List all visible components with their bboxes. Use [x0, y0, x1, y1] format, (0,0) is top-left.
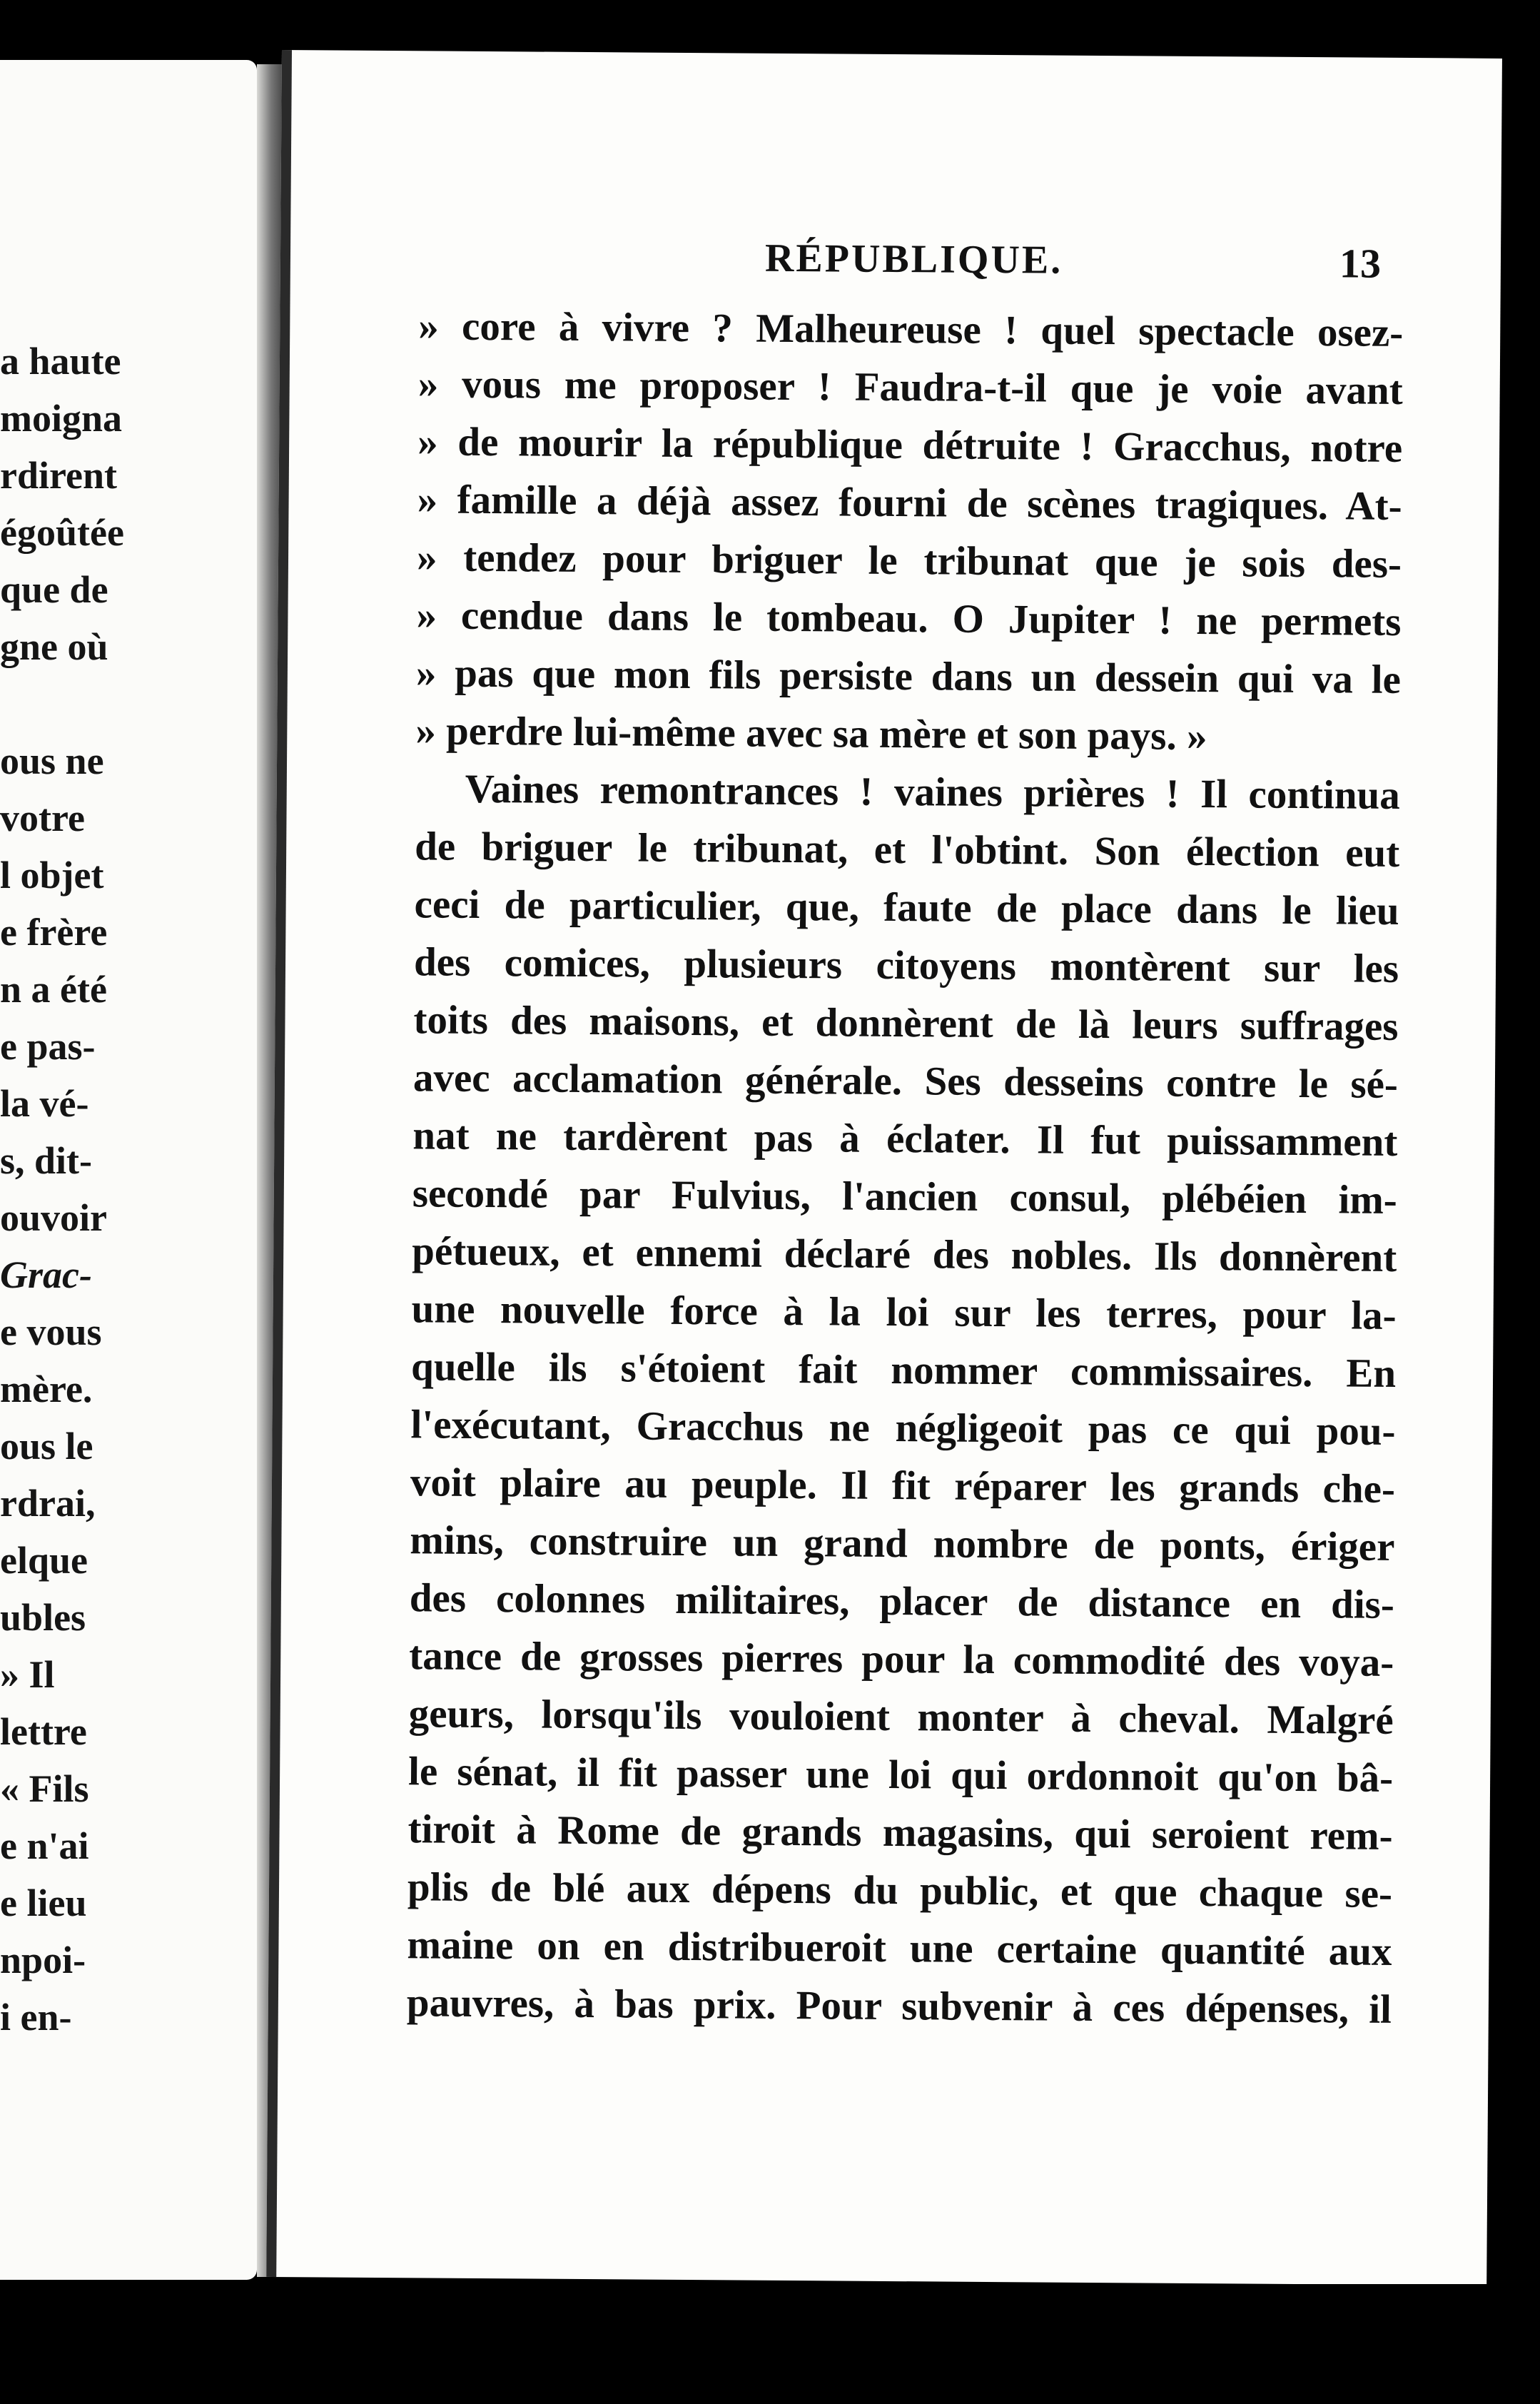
text-line: des colonnes militaires, placer de distance en dis- [409, 1575, 1395, 1627]
left-page-line: n a été [0, 968, 107, 1011]
text-line: » core à vivre ? Malheureuse ! quel spectacle osez- [418, 303, 1404, 355]
text-line: quelle ils s'étoient fait nommer commissaires. En [410, 1344, 1397, 1396]
left-page-line: ous le [0, 1425, 93, 1468]
text-line: toits des maisons, et donnèrent de là leurs suffrages [413, 997, 1399, 1049]
text-line: tiroit à Rome de grands magasins, qui seroient rem- [407, 1807, 1393, 1859]
text-line: » vous me proposer ! Faudra-t-il que je voie avant [417, 361, 1403, 413]
left-page-line: moigna [0, 397, 123, 440]
text-line: une nouvelle force à la loi sur les terres, pour la- [411, 1286, 1397, 1338]
left-page-line: rdrai, [0, 1482, 96, 1525]
text-line: » famille a déjà assez fourni de scènes tragiques. At- [417, 477, 1402, 529]
left-page-line: que de [0, 568, 108, 611]
left-page-line: ubles [0, 1596, 86, 1639]
text-line: tance de grosses pierres pour la commodité des voya- [409, 1633, 1394, 1685]
left-page-line: s, dit- [0, 1139, 93, 1182]
left-page-line: e n'ai [0, 1824, 89, 1867]
text-line: Vaines remontrances ! vaines prières ! Il continua [465, 766, 1400, 818]
text-line: secondé par Fulvius, l'ancien consul, plébéien im- [412, 1171, 1398, 1223]
text-line: avec acclamation générale. Ses desseins contre le sé- [412, 1055, 1399, 1107]
left-page-line: Grac- [0, 1253, 92, 1296]
left-page-line: « Fils [0, 1767, 89, 1810]
text-line: geurs, lorsqu'ils vouloient monter à cheval. Malgré [408, 1691, 1394, 1743]
right-page [266, 50, 1502, 2286]
left-page-line: e pas- [0, 1025, 96, 1068]
left-page-line: rdirent [0, 454, 117, 497]
text-line: » perdre lui-même avec sa mère et son pays. » [415, 708, 1207, 759]
text-line: ceci de particulier, que, faute de place dans le lieu [414, 882, 1399, 934]
left-page-line: la vé- [0, 1082, 89, 1125]
left-page-line: » Il [0, 1653, 55, 1696]
left-page-line: e vous [0, 1310, 102, 1353]
text-line: » cendue dans le tombeau. O Jupiter ! ne permets [416, 592, 1402, 645]
left-page [0, 60, 257, 2280]
text-line: le sénat, il fit passer une loi qui ordonnoit qu'on bâ- [407, 1749, 1394, 1801]
left-page-line: elque [0, 1539, 88, 1582]
text-line: plis de blé aux dépens du public, et que chaque se- [407, 1864, 1393, 1916]
text-line: » pas que mon fils persiste dans un dessein qui va le [415, 650, 1402, 702]
left-page-line: votre [0, 797, 85, 839]
text-line: pauvres, à bas prix. Pour subvenir à ces dépenses, il [406, 1980, 1392, 2032]
text-line: nat ne tardèrent pas à éclater. Il fut puissamment [412, 1113, 1398, 1165]
left-page-line: e frère [0, 911, 108, 954]
left-page-line: a haute [0, 340, 121, 383]
text-line: pétueux, et ennemi déclaré des nobles. Ils donnèrent [412, 1228, 1397, 1281]
left-page-line: gne où [0, 625, 108, 668]
left-page-line: ouvoir [0, 1196, 108, 1239]
text-line: l'exécutant, Gracchus ne négligeoit pas ce qui pou- [410, 1402, 1396, 1454]
text-line: » de mourir la république détruite ! Gracchus, notre [417, 419, 1403, 471]
text-line: » tendez pour briguer le tribunat que je sois des- [416, 535, 1402, 587]
left-page-line: l objet [0, 854, 104, 897]
left-page-line: lettre [0, 1710, 87, 1753]
text-line: des comices, plusieurs citoyens montèrent sur les [413, 939, 1399, 991]
left-page-line: mère. [0, 1368, 93, 1410]
left-page-line: i en- [0, 1996, 72, 2039]
left-page-line: npoi- [0, 1939, 86, 1981]
running-title: RÉPUBLIQUE. [764, 236, 1063, 283]
body-text [407, 297, 1404, 2039]
text-line: de briguer le tribunat, et l'obtint. Son élection eut [414, 824, 1400, 876]
text-line: voit plaire au peuple. Il fit réparer les grands che- [410, 1460, 1396, 1512]
scan-background [0, 2284, 1540, 2404]
left-page-line: e lieu [0, 1882, 87, 1924]
text-line: mins, construire un grand nombre de ponts, ériger [410, 1517, 1395, 1570]
left-page-line: égoûtée [0, 511, 124, 554]
text-line: maine on en distribueroit une certaine quantité aux [407, 1922, 1392, 1974]
running-header [290, 232, 1501, 305]
page-number: 13 [1339, 240, 1382, 287]
left-page-line: ous ne [0, 739, 104, 782]
